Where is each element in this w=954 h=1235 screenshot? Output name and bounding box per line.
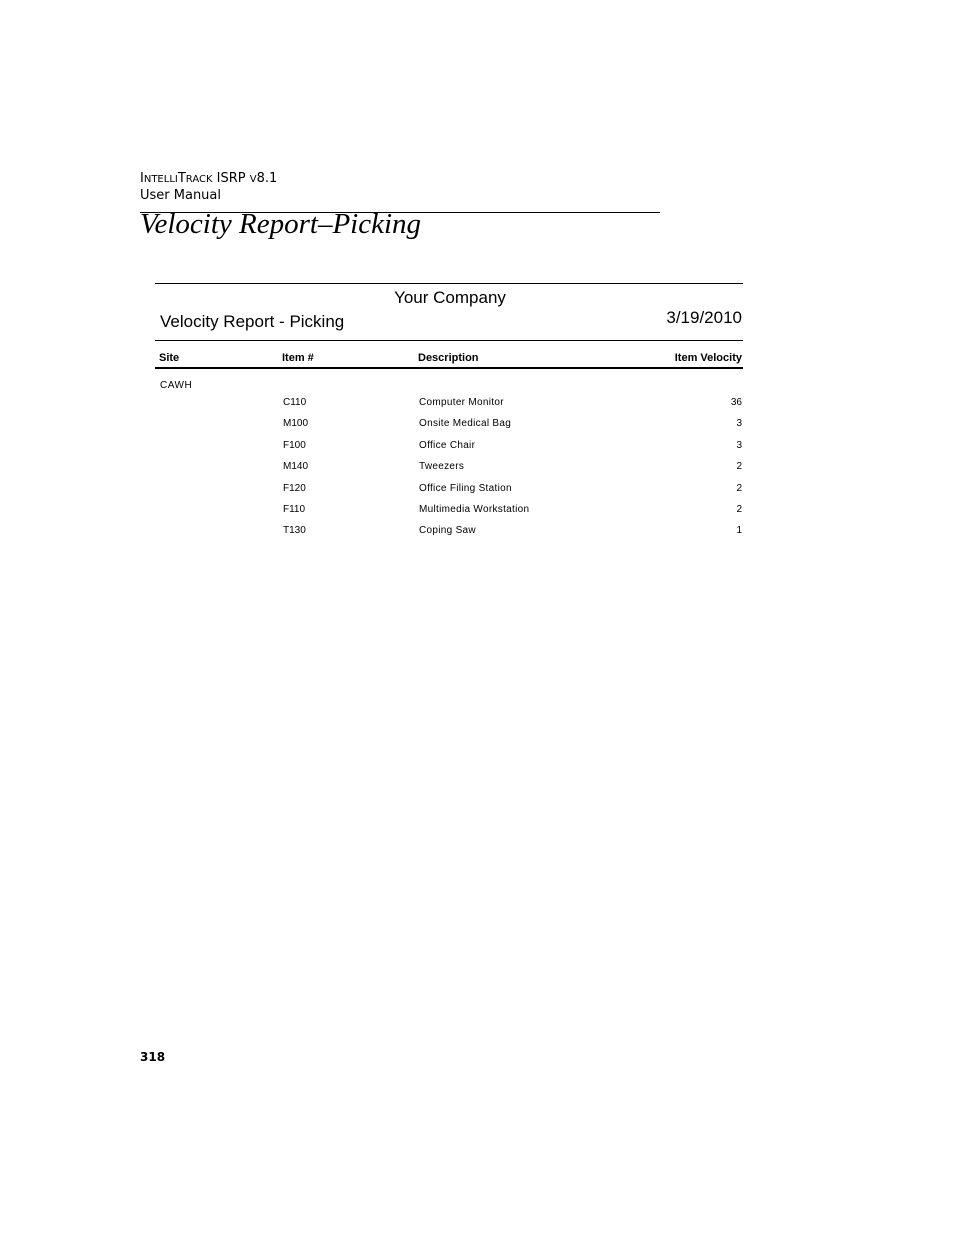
table-row <box>155 461 743 475</box>
report-title-rule <box>155 340 743 341</box>
column-header-item: Item # <box>282 352 314 364</box>
page-number: 318 <box>140 1050 166 1064</box>
column-header-description: Description <box>418 352 479 364</box>
item-description: Computer Monitor <box>419 397 504 408</box>
table-row <box>155 483 743 497</box>
item-velocity: 3 <box>736 440 742 451</box>
item-velocity: 2 <box>736 483 742 494</box>
brand-initial-i: I <box>140 171 144 186</box>
item-description: Multimedia Workstation <box>419 504 530 515</box>
item-description: Coping Saw <box>419 525 476 536</box>
item-number: F110 <box>283 504 306 515</box>
item-velocity: 36 <box>730 397 742 408</box>
item-number: C110 <box>283 397 307 408</box>
column-header-site: Site <box>159 352 180 364</box>
report-top-rule <box>155 283 743 284</box>
item-velocity: 3 <box>736 418 742 429</box>
brand-smallcaps-ntelli: NTELLI <box>143 174 178 185</box>
table-row <box>155 525 743 539</box>
manual-subtitle: User Manual <box>140 188 222 203</box>
item-description: Onsite Medical Bag <box>419 418 512 429</box>
table-row <box>155 418 743 432</box>
company-name: Your Company <box>394 288 506 307</box>
item-number: F120 <box>283 483 306 494</box>
item-description: Office Filing Station <box>419 483 512 494</box>
running-head <box>140 171 277 188</box>
column-header-velocity: Item Velocity <box>674 352 742 364</box>
brand-smallcaps-rack: RACK <box>185 174 213 185</box>
table-row <box>155 397 743 411</box>
item-number: F100 <box>283 440 306 451</box>
item-description: Office Chair <box>419 440 476 451</box>
brand-initial-t: T <box>177 171 186 186</box>
site-group-label: CAWH <box>160 380 193 391</box>
product-name: ISRP <box>212 171 250 186</box>
item-number: M100 <box>283 418 309 429</box>
item-description: Tweezers <box>419 461 465 472</box>
item-velocity: 2 <box>736 504 742 515</box>
item-number: M140 <box>283 461 309 472</box>
item-number: T130 <box>283 525 306 536</box>
column-header-rule <box>155 367 743 369</box>
item-velocity: 2 <box>736 461 742 472</box>
table-row <box>155 504 743 518</box>
report-date: 3/19/2010 <box>666 308 742 327</box>
item-velocity: 1 <box>736 525 742 536</box>
version-v: V <box>249 174 257 185</box>
report-preview <box>155 283 743 543</box>
table-row <box>155 440 743 454</box>
report-title: Velocity Report - Picking <box>160 312 345 331</box>
version-number: 8.1 <box>256 171 278 186</box>
section-title: Velocity Report–Picking <box>140 208 422 240</box>
